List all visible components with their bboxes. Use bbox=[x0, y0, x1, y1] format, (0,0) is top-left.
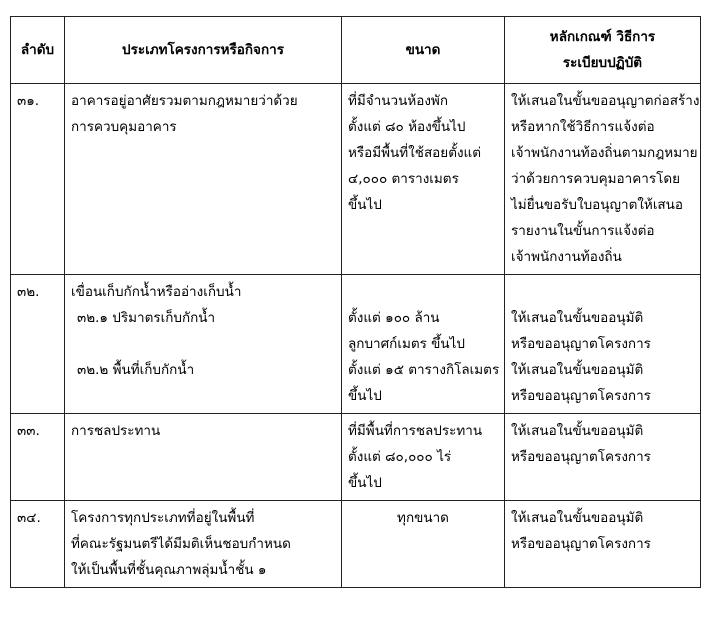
criteria-line: ให้เสนอในขั้นขออนุมัติ bbox=[511, 423, 644, 439]
criteria-line: เจ้าพนักงานท้องถิ่น bbox=[511, 249, 622, 265]
size-line: ขึ้นไป bbox=[348, 388, 382, 404]
spacer bbox=[511, 279, 694, 305]
project-type-line: การชลประทาน bbox=[71, 423, 161, 439]
criteria-line: ไม่ยื่นขอรับใบอนุญาตให้เสนอ bbox=[511, 197, 684, 213]
row-number: ๓๓. bbox=[11, 414, 65, 501]
table-row bbox=[11, 275, 701, 414]
header-row bbox=[11, 17, 701, 84]
project-type-line: ให้เป็นพื้นที่ชั้นคุณภาพลุ่มน้ำชั้น ๑ bbox=[71, 562, 267, 578]
criteria-line: หรือขออนุญาตโครงการ bbox=[511, 388, 651, 404]
size-line: ตั้งแต่ ๑๐๐ ล้าน bbox=[348, 310, 440, 326]
criteria-line: ให้เสนอในขั้นขออนุมัติ bbox=[511, 510, 644, 526]
size-line: หรือมีพื้นที่ใช้สอยตั้งแต่ bbox=[348, 145, 482, 161]
criteria-line: ให้เสนอในขั้นขออนุมัติ bbox=[511, 310, 644, 326]
project-type-cell bbox=[65, 414, 342, 501]
criteria-line: ให้เสนอในขั้นขออนุญาตก่อสร้าง bbox=[511, 93, 700, 109]
table-row bbox=[11, 501, 701, 588]
project-type-line: การควบคุมอาคาร bbox=[71, 119, 177, 135]
header-criteria-line1: หลักเกณฑ์ วิธีการ bbox=[549, 29, 656, 45]
size-line: ตั้งแต่ ๑๕ ตารางกิโลเมตร bbox=[348, 362, 500, 378]
project-subtype-line: ๓๒.๒ พื้นที่เก็บกักน้ำ bbox=[77, 362, 195, 378]
row-number: ๓๑. bbox=[11, 84, 65, 275]
header-project-type: ประเภทโครงการหรือกิจการ bbox=[65, 17, 342, 84]
table-row bbox=[11, 84, 701, 275]
criteria-line: หรือหากใช้วิธีการแจ้งต่อ bbox=[511, 119, 655, 135]
project-subtype-line: ๓๒.๑ ปริมาตรเก็บกักน้ำ bbox=[77, 310, 216, 326]
size-line: ที่มีพื้นที่การชลประทาน bbox=[348, 423, 483, 439]
project-type-cell bbox=[65, 84, 342, 275]
spacer bbox=[71, 331, 335, 357]
criteria-line: หรือขออนุญาตโครงการ bbox=[511, 536, 651, 552]
size-cell bbox=[342, 275, 505, 414]
header-size: ขนาด bbox=[342, 17, 505, 84]
project-type-cell bbox=[65, 501, 342, 588]
criteria-line: ว่าด้วยการควบคุมอาคารโดย bbox=[511, 171, 681, 187]
size-line: ตั้งแต่ ๘๐ ห้องขึ้นไป bbox=[348, 119, 466, 135]
criteria-cell bbox=[505, 84, 701, 275]
size-line: ตั้งแต่ ๘๐,๐๐๐ ไร่ bbox=[348, 449, 452, 465]
header-sequence: ลำดับ bbox=[11, 17, 65, 84]
project-type-cell bbox=[65, 275, 342, 414]
size-line: ขึ้นไป bbox=[348, 475, 382, 491]
size-cell bbox=[342, 84, 505, 275]
row-number: ๓๔. bbox=[11, 501, 65, 588]
project-type-line: เขื่อนเก็บกักน้ำหรืออ่างเก็บน้ำ bbox=[71, 284, 242, 300]
eia-project-table bbox=[10, 16, 701, 588]
row-number: ๓๒. bbox=[11, 275, 65, 414]
header-criteria bbox=[505, 17, 701, 84]
criteria-line: หรือขออนุญาตโครงการ bbox=[511, 336, 651, 352]
criteria-cell bbox=[505, 414, 701, 501]
spacer bbox=[71, 383, 335, 409]
header-criteria-line2: ระเบียบปฏิบัติ bbox=[562, 55, 643, 71]
size-cell bbox=[342, 501, 505, 588]
size-line: ขึ้นไป bbox=[348, 197, 382, 213]
criteria-cell bbox=[505, 275, 701, 414]
size-line: ที่มีจำนวนห้องพัก bbox=[348, 93, 448, 109]
project-type-line: โครงการทุกประเภทที่อยู่ในพื้นที่ bbox=[71, 510, 255, 526]
criteria-line: หรือขออนุญาตโครงการ bbox=[511, 449, 651, 465]
table-row bbox=[11, 414, 701, 501]
size-line: ลูกบาศก์เมตร ขึ้นไป bbox=[348, 336, 465, 352]
project-type-line: อาคารอยู่อาศัยรวมตามกฎหมายว่าด้วย bbox=[71, 93, 298, 109]
project-type-line: ที่คณะรัฐมนตรีได้มีมติเห็นชอบกำหนด bbox=[71, 536, 291, 552]
spacer bbox=[348, 279, 498, 305]
criteria-line: ให้เสนอในขั้นขออนุมัติ bbox=[511, 362, 644, 378]
criteria-line: เจ้าพนักงานท้องถิ่นตามกฎหมาย bbox=[511, 145, 698, 161]
size-line: ทุกขนาด bbox=[397, 510, 449, 526]
size-line: ๔,๐๐๐ ตารางเมตร bbox=[348, 171, 459, 187]
size-cell bbox=[342, 414, 505, 501]
criteria-cell bbox=[505, 501, 701, 588]
criteria-line: รายงานในขั้นการแจ้งต่อ bbox=[511, 223, 655, 239]
